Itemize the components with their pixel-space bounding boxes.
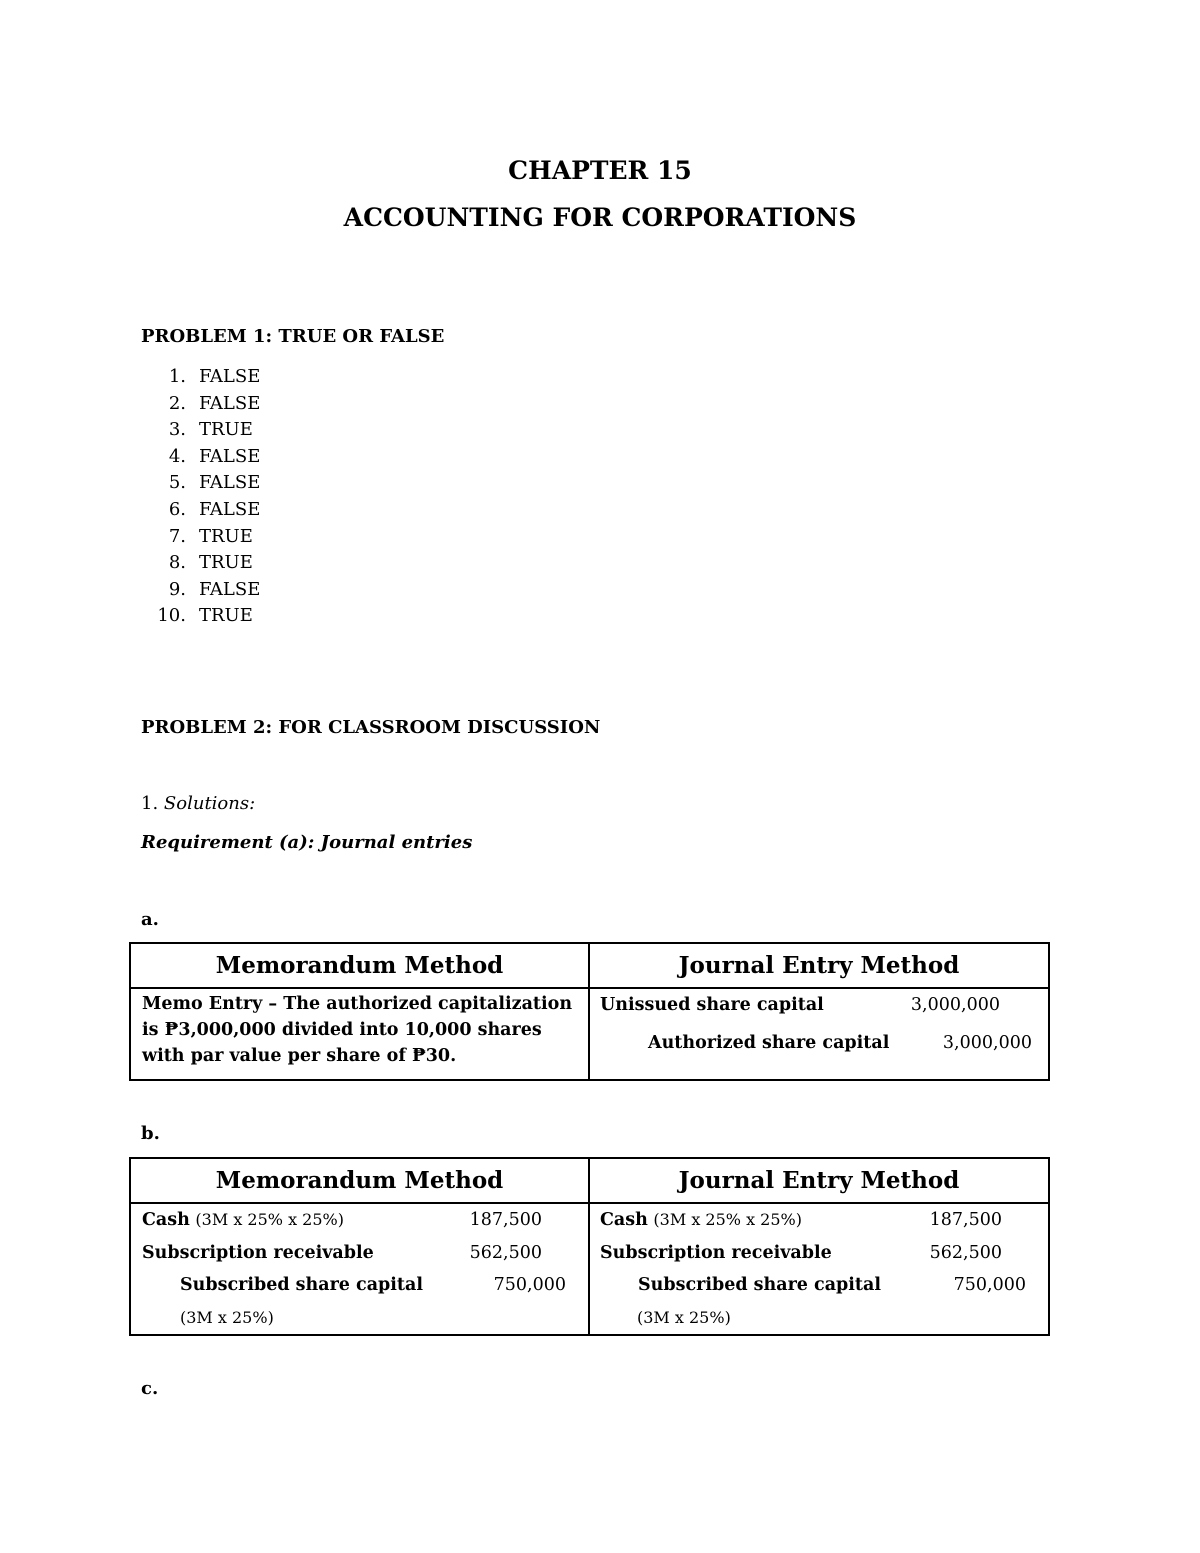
- part-b-entry-table: [129, 1157, 1050, 1336]
- answer-item: [141, 497, 260, 524]
- part-b-label: b.: [141, 1123, 160, 1144]
- credit-amount: 3,000,000: [942, 1033, 1032, 1053]
- answer-number: 3.: [168, 419, 186, 441]
- answer-number: 10.: [157, 605, 186, 627]
- debit-account: Unissued share capital: [600, 995, 824, 1015]
- journal-entry-cell: [589, 1203, 1049, 1335]
- receivable-amount: 562,500: [929, 1242, 1002, 1263]
- chapter-title: CHAPTER 15: [508, 156, 692, 185]
- part-c-label: c.: [141, 1378, 159, 1399]
- debit-amount: 3,000,000: [910, 995, 1000, 1015]
- true-false-answer-list: [141, 364, 260, 630]
- answer-item: [141, 364, 260, 391]
- solutions-label: Solutions:: [163, 793, 256, 814]
- cash-account: Cash: [142, 1210, 190, 1230]
- cash-amount: 187,500: [929, 1210, 1002, 1230]
- subscribed-capital-account: Subscribed share capital: [180, 1275, 423, 1295]
- answer-item: [141, 550, 260, 577]
- subscribed-capital-amount: 750,000: [953, 1275, 1026, 1295]
- journal-entry-method-header: Journal Entry Method: [589, 943, 1049, 988]
- answer-value: TRUE: [199, 525, 253, 547]
- subscribed-capital-note: (3M x 25%): [637, 1307, 731, 1327]
- subscribed-capital-note: (3M x 25%): [180, 1307, 274, 1327]
- subscribed-capital-amount: 750,000: [493, 1275, 566, 1295]
- answer-item: [141, 470, 260, 497]
- answer-number: 2.: [168, 392, 186, 414]
- memorandum-method-header: Memorandum Method: [130, 1158, 589, 1203]
- answer-value: FALSE: [199, 498, 261, 520]
- answer-item: [141, 524, 260, 551]
- part-a-entry-table: [129, 942, 1050, 1081]
- answer-value: FALSE: [199, 472, 261, 494]
- answer-value: FALSE: [199, 578, 261, 600]
- requirement-heading: Requirement (a): Journal entries: [141, 832, 473, 853]
- journal-entry-cell: [589, 988, 1049, 1080]
- receivable-account: Subscription receivable: [600, 1242, 832, 1263]
- answer-number: 9.: [168, 578, 186, 600]
- answer-number: 8.: [168, 552, 186, 574]
- solutions-line: [141, 793, 255, 814]
- answer-value: TRUE: [199, 552, 253, 574]
- problem1-heading: PROBLEM 1: TRUE OR FALSE: [141, 326, 445, 347]
- answer-item: [141, 603, 260, 630]
- receivable-account: Subscription receivable: [142, 1242, 374, 1263]
- answer-number: 1.: [168, 366, 186, 387]
- answer-number: 7.: [168, 525, 186, 547]
- cash-account: Cash: [600, 1210, 648, 1230]
- answer-value: FALSE: [199, 445, 261, 467]
- answer-value: TRUE: [199, 419, 253, 441]
- answer-number: 4.: [168, 445, 186, 467]
- answer-number: 6.: [168, 498, 186, 520]
- answer-item: [141, 577, 260, 604]
- cash-note: (3M x 25% x 25%): [195, 1210, 344, 1229]
- part-a-label: a.: [141, 909, 159, 930]
- subscribed-capital-account: Subscribed share capital: [638, 1275, 881, 1295]
- memo-entry-cell: [130, 1203, 589, 1335]
- memo-entry-text: Memo Entry – The authorized capitalization is ₱3,000,000 divided into 10,000 shares with par value per share of ₱30.: [142, 994, 573, 1066]
- memo-entry-cell: [130, 988, 589, 1080]
- answer-value: FALSE: [199, 392, 261, 414]
- memorandum-method-header: Memorandum Method: [130, 943, 589, 988]
- receivable-amount: 562,500: [469, 1242, 542, 1263]
- answer-item: [141, 391, 260, 418]
- answer-value: TRUE: [199, 605, 253, 627]
- answer-item: [141, 444, 260, 471]
- journal-entry-method-header: Journal Entry Method: [589, 1158, 1049, 1203]
- chapter-subtitle: ACCOUNTING FOR CORPORATIONS: [343, 203, 857, 232]
- answer-item: [141, 417, 260, 444]
- answer-number: 5.: [168, 472, 186, 494]
- credit-account: Authorized share capital: [648, 1033, 890, 1053]
- solution-number: 1.: [141, 793, 159, 814]
- answer-value: FALSE: [199, 366, 261, 387]
- cash-amount: 187,500: [469, 1210, 542, 1230]
- problem2-heading: PROBLEM 2: FOR CLASSROOM DISCUSSION: [141, 717, 601, 738]
- cash-note: (3M x 25% x 25%): [653, 1210, 802, 1229]
